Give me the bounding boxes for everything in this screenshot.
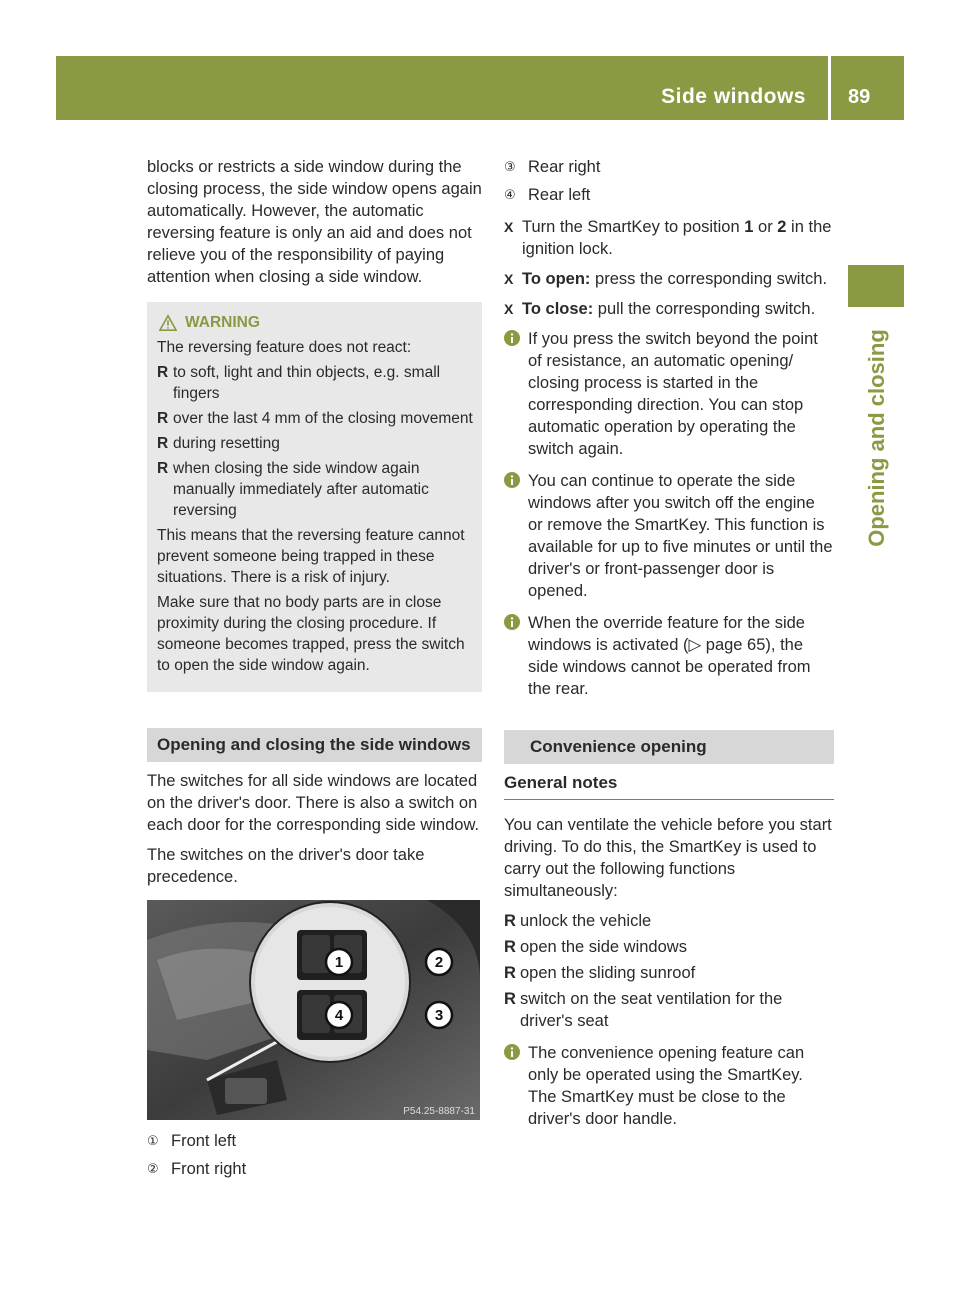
list-item: R when closing the side window again manually immediately after automatic reversing (157, 460, 429, 519)
legend-item: ④ Rear left (504, 186, 591, 204)
instruction-step: X To open: press the corresponding switch. (504, 270, 828, 288)
paragraph: You can ventilate the vehicle before you start driving. To do this, the SmartKey is used to carry out the following functions simultaneously: (504, 816, 832, 900)
list-item: R open the side windows (504, 938, 687, 956)
section-heading: Convenience opening (504, 730, 834, 764)
intro-paragraph: blocks or restricts a side window during the closing process, the side window opens again automatically. However, the automatic reversing feature is only an aid and does not relieve you of the responsibility of paying attention when closing a side window. (147, 158, 482, 286)
warning-box (147, 302, 482, 692)
right-column (504, 156, 834, 1140)
legend-item: ② Front right (147, 1160, 247, 1178)
info-icon (504, 472, 520, 488)
header-bar (56, 56, 904, 120)
warning-heading (159, 312, 474, 333)
chapter-label: Opening and closing (864, 329, 889, 547)
instruction-step: X Turn the SmartKey to position 1 or 2 in the ignition lock. (504, 218, 832, 258)
page-reference[interactable]: page 65), the side windows cannot be operated from the rear. (528, 636, 811, 698)
list-item: R unlock the vehicle (504, 912, 652, 930)
page-reference-arrow-icon: ▷ (688, 636, 702, 654)
info-icon (504, 1044, 520, 1060)
info-note: You can continue to operate the side windows after you switch off the engine or remove the SmartKey. This function is available for up to five minutes or until the driver's or front-passenger door is opened. (504, 470, 834, 602)
warning-paragraph: This means that the reversing feature cannot prevent someone being trapped in these situations. There is a risk of injury. (157, 527, 465, 586)
info-icon (504, 614, 520, 630)
header-divider (828, 56, 831, 120)
warning-title: WARNING (185, 314, 260, 331)
paragraph: The switches on the driver's door take precedence. (147, 846, 425, 886)
photo-code: P54.25-8887-31 (403, 1106, 475, 1117)
legend-item: ① Front left (147, 1132, 237, 1150)
warning-lead: The reversing feature does not react: (157, 339, 412, 356)
list-item: R to soft, light and thin objects, e.g. small fingers (157, 364, 441, 402)
sub-heading: General notes (504, 772, 834, 800)
paragraph: The switches for all side windows are located on the driver's door. There is also a switch on each door for the corresponding side window. (147, 772, 480, 834)
info-icon (504, 330, 520, 346)
list-item: R switch on the seat ventilation for the driver's seat (504, 990, 783, 1030)
info-note: When the override feature for the side windows is activated (▷ page 65), the side windows cannot be operated from the rear. (504, 612, 834, 700)
photo-callout: 1 (334, 954, 344, 971)
list-item: R during resetting (157, 435, 280, 452)
warning-icon (159, 314, 177, 332)
warning-paragraph: Make sure that no body parts are in close proximity during the closing procedure. If someone becomes trapped, press the switch to open the side window again. (157, 594, 465, 674)
section-heading: Opening and closing the side windows (147, 728, 482, 762)
list-item: R over the last 4 mm of the closing movement (157, 410, 473, 427)
instruction-step: X To close: pull the corresponding switch. (504, 300, 816, 318)
photo-callout: 2 (434, 954, 444, 971)
info-note: If you press the switch beyond the point of resistance, an automatic opening/ closing process is started in the corresponding direction. You can stop automatic operation by operating the switch again. (504, 328, 834, 460)
left-column (147, 156, 482, 1186)
photo-callout: 3 (434, 1007, 444, 1024)
chapter-tab (848, 265, 904, 307)
info-note: The convenience opening feature can only be operated using the SmartKey. The SmartKey must be close to the driver's door handle. (504, 1042, 834, 1130)
list-item: R open the sliding sunroof (504, 964, 696, 982)
photo-callout: 4 (334, 1007, 344, 1024)
legend-item: ③ Rear right (504, 158, 601, 176)
page-number: 89 (848, 86, 871, 108)
page-title: Side windows (661, 85, 806, 108)
door-switch-photo (147, 900, 480, 1120)
